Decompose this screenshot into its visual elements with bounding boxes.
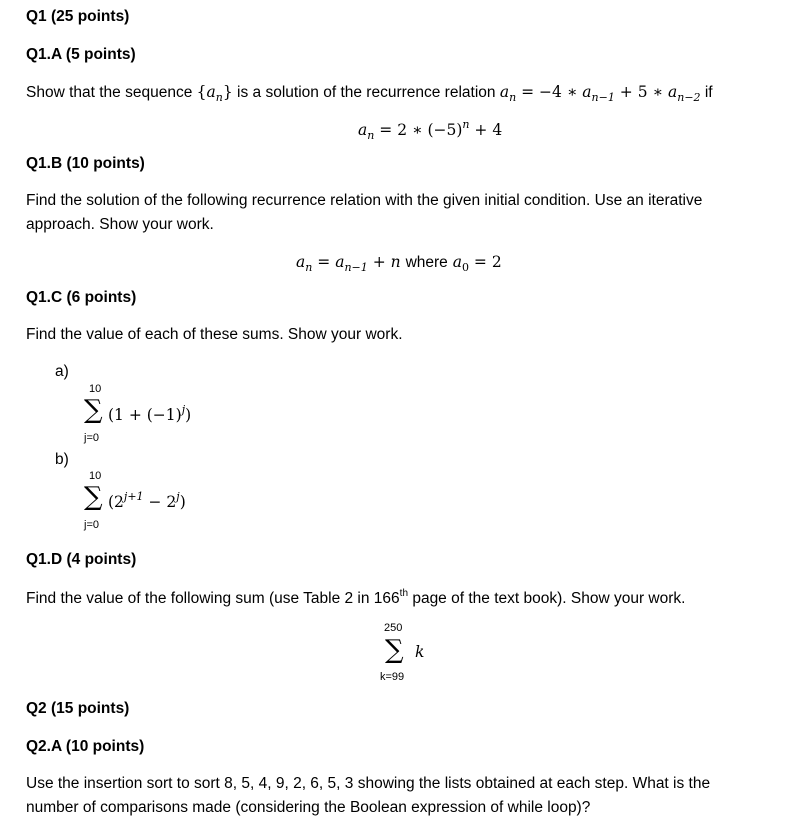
q1b-eq-var: a bbox=[296, 253, 306, 271]
q2a-heading: Q2.A (10 points) bbox=[26, 738, 145, 755]
q1a-text-before: Show that the sequence bbox=[26, 84, 193, 101]
q2a-text: Use the insertion sort to sort 8, 5, 4, 9, 2, 6, 5, 3 showing the lists obtained at each step. What is the number of comparisons made (considering the Boolean expression of while loop)? bbox=[26, 775, 711, 816]
q1a-relation bbox=[499, 83, 701, 104]
q2-heading: Q2 (15 points) bbox=[26, 700, 130, 717]
q1c-a-upper: 10 bbox=[89, 383, 102, 395]
q1c-a-lower: j=0 bbox=[84, 432, 99, 444]
q1d-text-after: page of the text book). Show your work. bbox=[408, 590, 686, 607]
q1a-seq-sub: n bbox=[215, 91, 223, 104]
q1a-rel-rhs2: + 5 ∗ bbox=[619, 83, 664, 101]
q1c-b-sigma-icon: ∑ bbox=[84, 482, 103, 512]
q1b-eq-equals: = bbox=[317, 253, 331, 271]
q1c-a-label: a) bbox=[55, 363, 69, 380]
q1c-a-sigma-icon: ∑ bbox=[84, 395, 103, 425]
q1a-formula-rhs: = 2 ∗ (−5) bbox=[379, 121, 463, 139]
q1a-formula-exp: n bbox=[462, 118, 470, 131]
q1a-formula-var: a bbox=[358, 121, 368, 139]
q1a-text-after: if bbox=[704, 84, 713, 101]
q1d-sup: th bbox=[399, 588, 409, 599]
q1a-rel-sub-n1: n−1 bbox=[591, 91, 615, 104]
q1c-b-lower: j=0 bbox=[84, 519, 99, 531]
q1a-rel-var2: a bbox=[582, 83, 592, 101]
q1b-eq-plus: + bbox=[372, 253, 386, 271]
q1c-a-close: ) bbox=[185, 406, 192, 424]
q1a-rel-var: a bbox=[499, 83, 510, 101]
q1d-body bbox=[415, 643, 424, 661]
q1b-text: Find the solution of the following recurrence relation with the given initial condition. Use an iterative approach. Show your work. bbox=[26, 192, 703, 233]
q1b-heading: Q1.B (10 points) bbox=[26, 155, 145, 172]
q1c-b-body bbox=[108, 490, 186, 511]
q1c-heading: Q1.C (6 points) bbox=[26, 289, 137, 306]
q1a-rel-sub-n2: n−2 bbox=[677, 91, 701, 104]
q1a-statement bbox=[26, 83, 713, 104]
q1c-a-exp: j bbox=[181, 403, 186, 416]
q1c-b-body2: − 2 bbox=[148, 493, 177, 511]
q1b-eq-var3: a bbox=[452, 253, 462, 271]
q1c-b-body1: (2 bbox=[108, 493, 124, 511]
q1b-eq-sub-n1: n−1 bbox=[344, 261, 368, 274]
q1b-eq-n: n bbox=[390, 253, 401, 271]
q1c-b-exp1: j+1 bbox=[123, 490, 144, 503]
q1c-b-exp2: j bbox=[176, 490, 180, 503]
q1b-eq-sub: n bbox=[305, 261, 313, 274]
q1d-sigma-icon: ∑ bbox=[385, 635, 404, 665]
q1-heading: Q1 (25 points) bbox=[26, 8, 130, 25]
q1a-rel-sub: n bbox=[509, 91, 517, 104]
q1c-text: Find the value of each of these sums. Show your work. bbox=[26, 326, 403, 343]
q1a-heading: Q1.A (5 points) bbox=[26, 46, 136, 63]
q1d-text bbox=[26, 588, 685, 608]
q1c-b-label: b) bbox=[55, 451, 69, 468]
q1d-lower: k=99 bbox=[380, 671, 405, 683]
q1a-formula-tail: + 4 bbox=[474, 121, 503, 139]
q1b-eq-sub0: 0 bbox=[461, 261, 469, 274]
q1d-body-k: k bbox=[415, 643, 425, 661]
q1b-eq-var2: a bbox=[335, 253, 345, 271]
q1a-rel-var3: a bbox=[667, 83, 678, 101]
q1c-b-upper: 10 bbox=[89, 470, 102, 482]
q1c-a-body-text: (1 + (−1) bbox=[108, 406, 182, 424]
q1d-upper: 250 bbox=[384, 622, 403, 634]
q1d-text-before: Find the value of the following sum (use Table 2 in 166 bbox=[26, 590, 400, 607]
q1a-formula-sub: n bbox=[367, 129, 375, 142]
q1c-a-body bbox=[108, 403, 191, 424]
q1a-formula bbox=[358, 118, 502, 142]
q1a-rel-rhs1: = −4 ∗ bbox=[521, 83, 578, 101]
q1a-text-middle: is a solution of the recurrence relation bbox=[237, 84, 496, 101]
q1c-b-close: ) bbox=[179, 493, 186, 511]
q1d-heading: Q1.D (4 points) bbox=[26, 551, 137, 568]
q1a-sequence: $\{a_n\}$ bbox=[196, 83, 233, 104]
q1b-eq-where: where bbox=[405, 254, 448, 271]
q1b-eq-init: = 2 bbox=[473, 253, 502, 271]
q1b-equation bbox=[296, 253, 502, 274]
q1a-seq-var: a bbox=[206, 83, 216, 101]
